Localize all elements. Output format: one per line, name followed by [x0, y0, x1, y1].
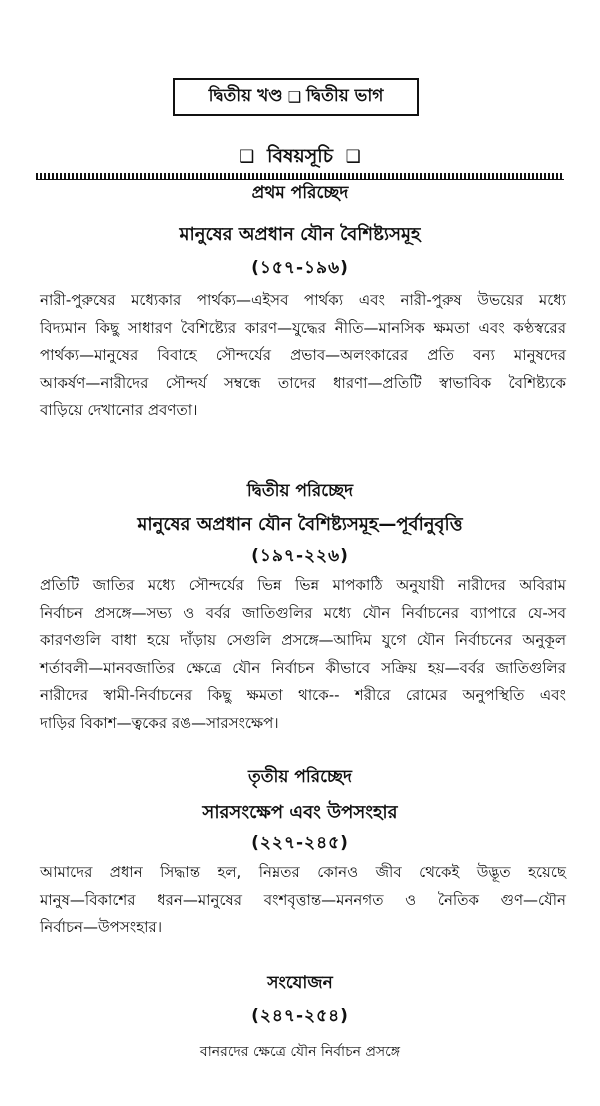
chapter-2-pages: (১৯৭-২২৬): [251, 546, 349, 566]
summary-line: পার্থক্য—মানুষের বিবাহে সৌন্দর্যের প্রভাব—অলংকারের প্রতি বন্য মানুষদের: [40, 346, 566, 364]
summary-line: নির্বাচন—উপসংহার।: [40, 918, 163, 936]
summary-line: বাড়িয়ে দেখানোর প্রবণতা।: [40, 401, 198, 419]
decorative-rule: [36, 173, 564, 180]
toc-title: বিষয়সূচি: [267, 145, 333, 167]
square-right-icon: ❑: [345, 147, 361, 167]
appendix-pages: (২৪৭-২৫৪): [251, 1006, 349, 1026]
part-label: দ্বিতীয় খণ্ড: [208, 86, 283, 106]
summary-line: মানুষ—বিকাশের ধরন—মানুষের বংশবৃত্তান্ত—মননগত ও নৈতিক গুণ—যৌন: [40, 890, 566, 909]
toc-heading: [0, 142, 600, 174]
chapter-1-title: মানুষের অপ্রধান যৌন বৈশিষ্ট্যসমূহ: [179, 224, 421, 245]
section-label: দ্বিতীয় ভাগ: [306, 86, 384, 106]
summary-line: প্রতিটি জাতির মধ্যে সৌন্দর্যের ভিন্ন ভিন্ন মাপকাঠি অনুযায়ী নারীদের অবিরাম: [40, 576, 566, 594]
summary-line: শর্তাবলী—মানবজাতির ক্ষেত্রে যৌন নির্বাচন কীভাবে সক্রিয় হয়—বর্বর জাতিগুলির: [40, 658, 566, 677]
chapter-1-label: প্রথম পরিচ্ছেদ: [251, 183, 349, 203]
summary-line: নারী-পুরুষের মধ্যেকার পার্থক্য—এইসব পার্থক্য এবং নারী-পুরুষ উভয়ের মধ্যে: [40, 291, 566, 309]
chapter-3-label: তৃতীয় পরিচ্ছেদ: [248, 767, 352, 787]
summary-line: নারীদের স্বামী-নির্বাচনের কিছু ক্ষমতা থাকে-- শরীরে রোমের অনুপস্থিতি এবং: [40, 686, 566, 704]
chapter-1-pages: (১৫৭-১৯৬): [251, 258, 349, 278]
summary-line: কারণগুলি বাধা হয়ে দাঁড়ায় সেগুলি প্রসঙ্গে—আদিম যুগে যৌন নির্বাচনের অনুকূল: [40, 631, 566, 649]
appendix-summary: বানরদের ক্ষেত্রে যৌন নির্বাচন প্রসঙ্গে: [199, 1044, 401, 1060]
part-header-box: [173, 78, 419, 116]
square-left-icon: ❑: [239, 147, 255, 167]
summary-line: দাড়ির বিকাশ—ত্বকের রঙ—সারসংক্ষেপ।: [40, 713, 279, 732]
square-separator-icon: ❑: [287, 88, 302, 106]
appendix-label: সংযোজন: [267, 973, 333, 993]
chapter-3-summary: [40, 859, 566, 942]
chapter-3-title: সারসংক্ষেপ এবং উপসংহার: [202, 802, 398, 823]
chapter-1-summary: [40, 287, 566, 425]
summary-line: বিদ্যমান কিছু সাধারণ বৈশিষ্ট্যের কারণ—যুদ্ধের নীতি—মানসিক ক্ষমতা এবং কণ্ঠস্বরের: [40, 318, 566, 337]
chapter-2-title: মানুষের অপ্রধান যৌন বৈশিষ্ট্যসমূহ—পূর্বানুবৃত্তি: [137, 514, 463, 535]
chapter-2-summary: [40, 572, 566, 737]
chapter-2-label: দ্বিতীয় পরিচ্ছেদ: [246, 481, 354, 501]
summary-line: নির্বাচন প্রসঙ্গে—সভ্য ও বর্বর জাতিগুলির মধ্যে যৌন নির্বাচনের ব্যাপারে যে-সব: [40, 603, 566, 622]
summary-line: আমাদের প্রধান সিদ্ধান্ত হল, নিম্নতর কোনও জীব থেকেই উদ্ভূত হয়েছে: [40, 863, 566, 881]
summary-line: আকর্ষণ—নারীদের সৌন্দর্য সম্বন্ধে তাদের ধারণা—প্রতিটি স্বাভাবিক বৈশিষ্ট্যকে: [40, 373, 566, 392]
chapter-3-pages: (২২৭-২৪৫): [251, 833, 349, 853]
